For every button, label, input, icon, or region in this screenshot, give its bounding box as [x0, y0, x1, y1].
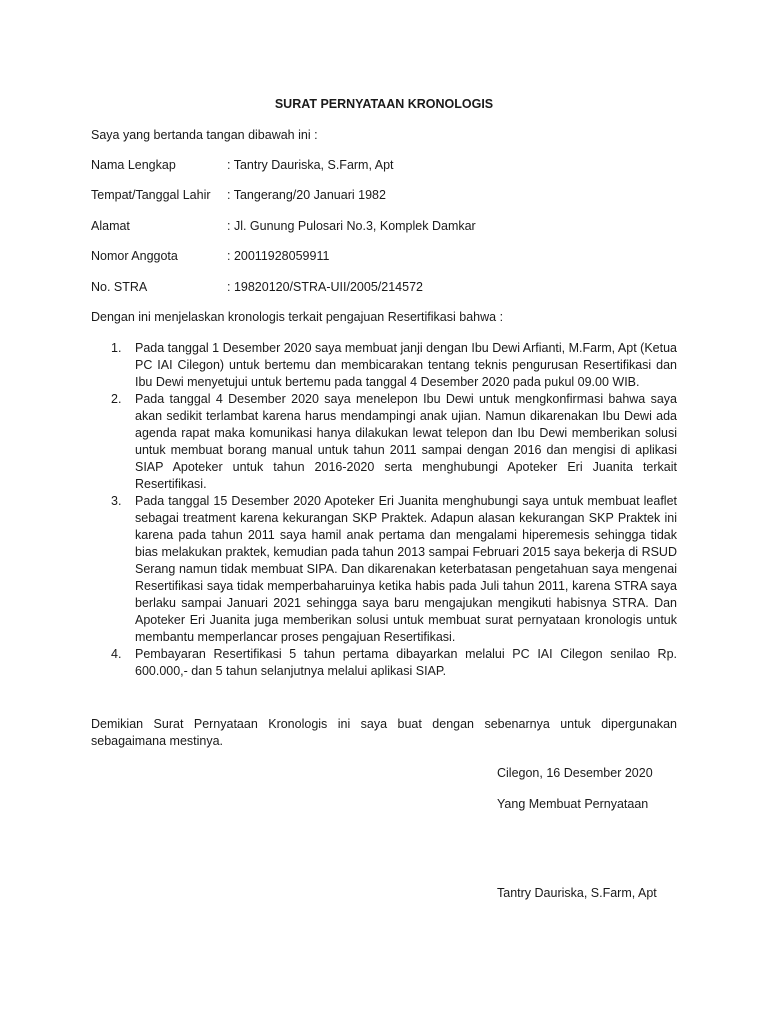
field-value: : Tangerang/20 Januari 1982 — [227, 188, 386, 202]
chronology-list — [91, 340, 677, 680]
list-number: 3. — [111, 494, 122, 508]
intro-text: Saya yang bertanda tangan dibawah ini : — [91, 128, 318, 142]
field-row-ttl — [91, 187, 681, 204]
list-number: 1. — [111, 341, 122, 355]
list-number: 4. — [111, 647, 122, 661]
place-date: Cilegon, 16 Desember 2020 — [497, 766, 653, 780]
field-label: Nama Lengkap — [91, 158, 176, 172]
list-item — [91, 646, 677, 680]
list-item-text: Pada tanggal 15 Desember 2020 Apoteker Eri Juanita menghubungi saya untuk membuat leaflet sebagai treatment karena kekurangan SKP Praktek. Adapun alasan kekurangan SKP Praktek ini karena pada tahun 2011 saya hamil anak pertama dan mengalami hiperemesis sehingga tidak bias melakukan praktek, kemudian pada tahun 2013 sampai Februari 2015 saya bekerja di RSUD Serang namun tidak membuat SIPA. Dan dikarenakan keterbatasan pengetahuan saya mengenai Resertifikasi saya tidak memperbaharuinya ketika habis pada Juli tahun 2011, karena STRA saya berlaku sampai Januari 2021 sehingga saya baru mengajukan mengikuti habisnya STRA. Dan Apoteker Eri Juanita juga memberikan solusi untuk membuat surat pernyataan kronologis untuk membantu memperlancar proses pengajuan Resertifikasi. — [135, 494, 677, 644]
list-item-text: Pada tanggal 1 Desember 2020 saya membuat janji dengan Ibu Dewi Arfianti, M.Farm, Apt (Ketua PC IAI Cilegon) untuk bertemu dan membicarakan tentang teknis pengurusan Resertifikasi dan Ibu Dewi menyetujui untuk bertemu pada tanggal 4 Desember 2020 pada pukul 09.00 WIB. — [135, 341, 677, 389]
field-value: : 19820120/STRA-UII/2005/214572 — [227, 280, 423, 294]
field-row-nomor-anggota — [91, 248, 681, 265]
list-number: 2. — [111, 392, 122, 406]
list-item — [91, 391, 677, 493]
list-item-text: Pada tanggal 4 Desember 2020 saya menelepon Ibu Dewi untuk mengkonfirmasi bahwa saya akan sedikit terlambat karena harus mendampingi anak ujian. Namun dikarenakan Ibu Dewi ada agenda rapat maka komunikasi hanya dilakukan lewat telepon dan Ibu Dewi memberikan solusi untuk membuat borang manual untuk tahun 2011 sampai dengan 2016 dan mengisi di aplikasi SIAP Apoteker untuk tahun 2016-2020 serta menghubungi Apoteker Eri Juanita terkait Resertifikasi. — [135, 392, 677, 491]
signatory-name: Tantry Dauriska, S.Farm, Apt — [497, 886, 657, 900]
field-label: Tempat/Tanggal Lahir — [91, 188, 211, 202]
field-value: : Tantry Dauriska, S.Farm, Apt — [227, 158, 394, 172]
closing-text: Demikian Surat Pernyataan Kronologis ini saya buat dengan sebenarnya untuk dipergunakan sebagaimana mestinya. — [91, 717, 677, 748]
field-value: : Jl. Gunung Pulosari No.3, Komplek Damkar — [227, 219, 476, 233]
field-label: No. STRA — [91, 280, 148, 294]
field-row-alamat — [91, 218, 681, 235]
field-value: : 20011928059911 — [227, 249, 330, 263]
field-row-nama — [91, 157, 681, 174]
list-item — [91, 340, 677, 391]
field-row-stra — [91, 279, 681, 296]
lead-text: Dengan ini menjelaskan kronologis terkait pengajuan Resertifikasi bahwa : — [91, 310, 504, 324]
field-label: Alamat — [91, 219, 130, 233]
list-item-text: Pembayaran Resertifikasi 5 tahun pertama dibayarkan melalui PC IAI Cilegon senilao Rp. 600.000,- dan 5 tahun selanjutnya melalui aplikasi SIAP. — [135, 647, 677, 678]
list-item — [91, 493, 677, 646]
document-title: SURAT PERNYATAAN KRONOLOGIS — [274, 97, 494, 111]
field-label: Nomor Anggota — [91, 249, 178, 263]
signatory-heading: Yang Membuat Pernyataan — [497, 797, 649, 811]
